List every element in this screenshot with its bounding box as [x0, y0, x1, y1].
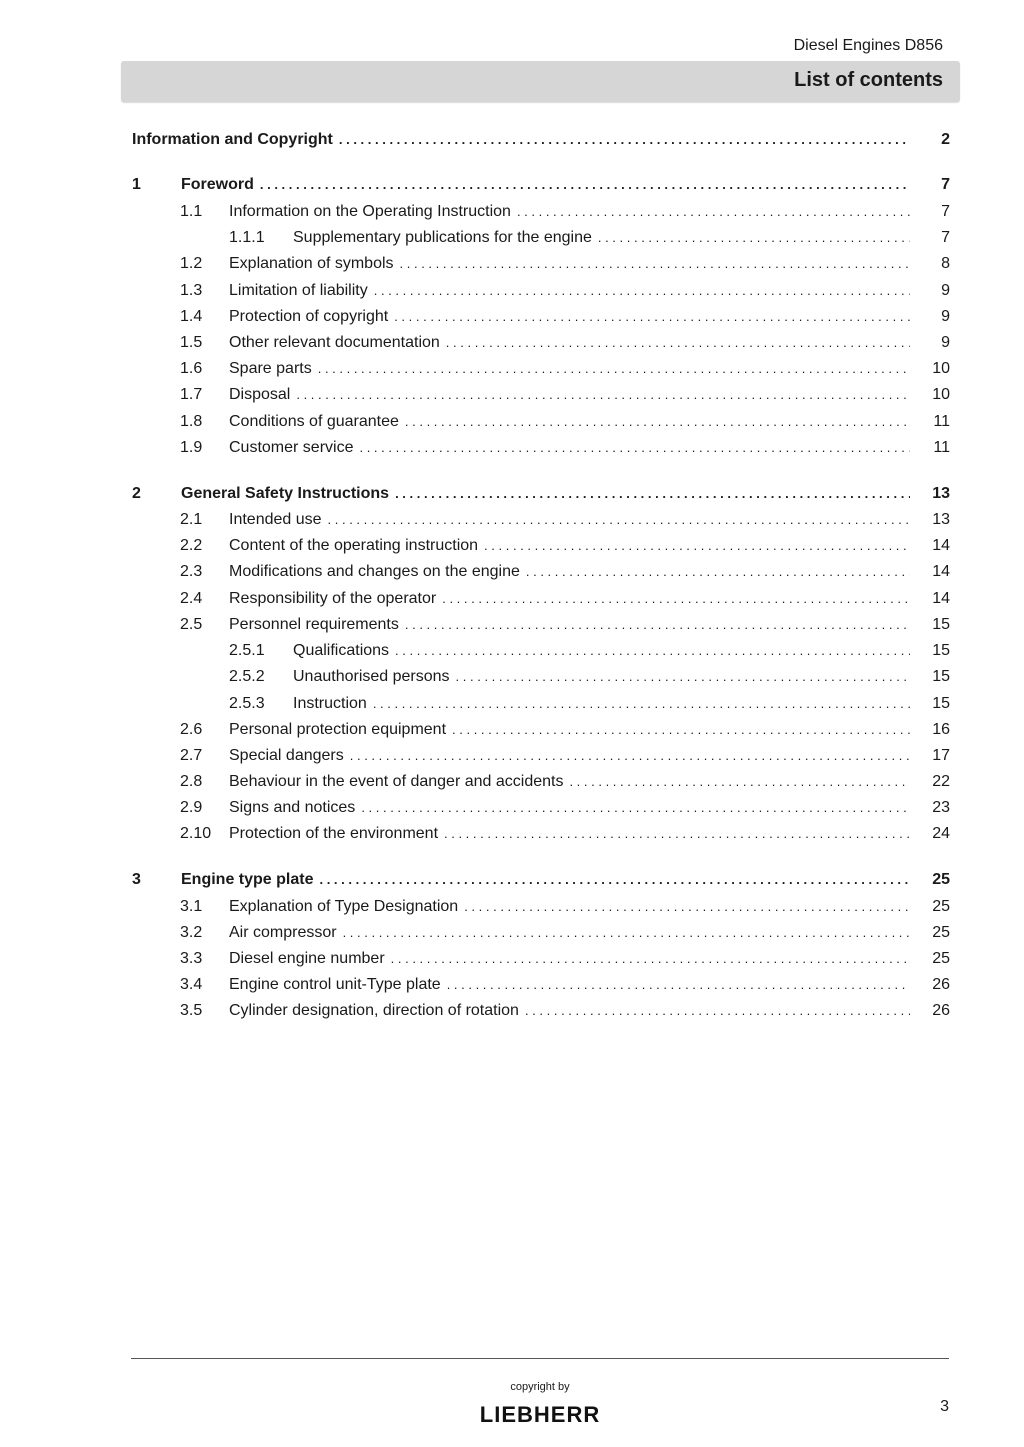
toc-entry-page: 25	[932, 924, 950, 941]
toc-entry-number: 2.6	[180, 721, 203, 738]
toc-entry-number: 1.5	[180, 334, 203, 351]
toc-entry-page: 26	[932, 976, 950, 993]
toc-entry[interactable]	[132, 665, 950, 689]
toc-chapter-entry[interactable]	[132, 868, 950, 892]
toc-entry-page: 15	[932, 668, 950, 685]
toc-entry-number: 3	[132, 871, 141, 888]
toc-entry[interactable]	[132, 947, 950, 971]
toc-entry-title: Intended use	[229, 511, 322, 528]
toc-entry-title: Information and Copyright	[132, 131, 333, 148]
toc-dot-leader	[350, 744, 910, 768]
toc-entry-page: 25	[932, 871, 950, 888]
toc-entry-title: Limitation of liability	[229, 282, 368, 299]
toc-entry[interactable]	[132, 895, 950, 919]
toc-entry-page: 22	[932, 773, 950, 790]
section-title: List of contents	[794, 69, 943, 91]
toc-entry-number: 3.5	[180, 1002, 203, 1019]
toc-entry[interactable]	[132, 796, 950, 820]
toc-dot-leader	[464, 895, 910, 919]
toc-entry-number: 2.5	[180, 616, 203, 633]
section-header-bar	[121, 61, 960, 102]
toc-entry-page: 2	[941, 131, 950, 148]
toc-entry-number: 2.5.3	[229, 695, 265, 712]
toc-entry[interactable]	[132, 436, 950, 460]
liebherr-logo	[460, 1403, 620, 1425]
toc-entry-number: 1.4	[180, 308, 203, 325]
toc-chapter-entry[interactable]	[132, 482, 950, 506]
toc-entry-number: 2.4	[180, 590, 203, 607]
toc-entry[interactable]	[132, 973, 950, 997]
toc-entry-number: 1.1	[180, 203, 203, 220]
toc-entry-title: General Safety Instructions	[181, 485, 390, 502]
toc-entry[interactable]	[132, 822, 950, 846]
toc-entry-title: Information on the Operating Instruction	[229, 203, 511, 220]
toc-entry-page: 14	[932, 537, 950, 554]
toc-entry-page: 14	[932, 590, 950, 607]
toc-entry-number: 2.7	[180, 747, 203, 764]
toc-dot-leader	[296, 383, 910, 407]
toc-dot-leader	[405, 410, 910, 434]
toc-entry-title: Foreword	[181, 176, 254, 193]
toc-entry[interactable]	[132, 999, 950, 1023]
toc-dot-leader	[374, 279, 910, 303]
toc-entry-number: 1.8	[180, 413, 203, 430]
toc-dot-leader	[484, 534, 910, 558]
toc-entry-number: 2	[132, 485, 141, 502]
toc-dot-leader	[405, 613, 910, 637]
toc-entry-title: Behaviour in the event of danger and accidents	[229, 773, 564, 790]
toc-entry-title: Personal protection equipment	[229, 721, 447, 738]
toc-entry[interactable]	[132, 692, 950, 716]
toc-entry-number: 3.3	[180, 950, 203, 967]
toc-entry-page: 10	[932, 360, 950, 377]
toc-entry-title: Air compressor	[229, 924, 337, 941]
toc-dot-leader	[343, 921, 910, 945]
logo-text: LIEBHERR	[479, 1403, 601, 1425]
toc-entry-page: 15	[932, 695, 950, 712]
page-number: 3	[940, 1398, 949, 1415]
toc-entry[interactable]	[132, 226, 950, 250]
toc-entry-title: Other relevant documentation	[229, 334, 440, 351]
toc-entry-title: Explanation of symbols	[229, 255, 394, 272]
toc-entry-number: 3.4	[180, 976, 203, 993]
toc-entry-title: Explanation of Type Designation	[229, 898, 459, 915]
toc-dot-leader	[373, 692, 910, 716]
toc-entry-page: 15	[932, 642, 950, 659]
footer-divider	[131, 1358, 949, 1359]
toc-dot-leader	[526, 560, 910, 584]
toc-entry-page: 16	[932, 721, 950, 738]
toc-dot-leader	[391, 947, 910, 971]
toc-entry[interactable]	[132, 770, 950, 794]
toc-entry-page: 9	[941, 308, 950, 325]
toc-dot-leader	[395, 482, 910, 506]
toc-entry-page: 7	[941, 229, 950, 246]
toc-entry[interactable]	[132, 279, 950, 303]
toc-entry-title: Supplementary publications for the engine	[293, 229, 592, 246]
toc-dot-leader	[361, 796, 910, 820]
toc-chapter-entry[interactable]	[132, 128, 950, 152]
toc-entry-title: Content of the operating instruction	[229, 537, 479, 554]
toc-entry[interactable]	[132, 718, 950, 742]
toc-chapter-entry[interactable]	[132, 173, 950, 197]
toc-entry[interactable]	[132, 410, 950, 434]
toc-entry-number: 2.9	[180, 799, 203, 816]
toc-entry-title: Disposal	[229, 386, 291, 403]
toc-entry-page: 17	[932, 747, 950, 764]
toc-entry-title: Conditions of guarantee	[229, 413, 399, 430]
toc-dot-leader	[260, 173, 910, 197]
toc-entry[interactable]	[132, 252, 950, 276]
toc-entry-title: Special dangers	[229, 747, 344, 764]
toc-entry-title: Diesel engine number	[229, 950, 385, 967]
toc-entry-number: 1.2	[180, 255, 203, 272]
toc-entry-page: 26	[932, 1002, 950, 1019]
toc-dot-leader	[359, 436, 910, 460]
toc-entry-page: 7	[941, 176, 950, 193]
toc-entry[interactable]	[132, 639, 950, 663]
toc-entry-title: Signs and notices	[229, 799, 356, 816]
toc-dot-leader	[446, 331, 910, 355]
toc-entry-number: 2.3	[180, 563, 203, 580]
toc-entry-number: 3.1	[180, 898, 203, 915]
toc-entry-title: Modifications and changes on the engine	[229, 563, 520, 580]
toc-dot-leader	[569, 770, 910, 794]
document-title: Diesel Engines D856	[793, 37, 943, 54]
toc-entry-number: 2.5.2	[229, 668, 265, 685]
toc-entry-page: 10	[932, 386, 950, 403]
toc-entry-page: 25	[932, 898, 950, 915]
toc-dot-leader	[598, 226, 910, 250]
toc-entry-number: 1.6	[180, 360, 203, 377]
toc-entry-title: Customer service	[229, 439, 354, 456]
toc-entry-page: 13	[932, 511, 950, 528]
toc-entry-number: 3.2	[180, 924, 203, 941]
toc-entry-number: 2.5.1	[229, 642, 265, 659]
toc-entry-title: Engine type plate	[181, 871, 314, 888]
toc-entry-page: 24	[932, 825, 950, 842]
toc-entry-title: Unauthorised persons	[293, 668, 450, 685]
toc-entry-page: 9	[941, 334, 950, 351]
toc-entry-number: 2.1	[180, 511, 203, 528]
toc-entry-page: 8	[941, 255, 950, 272]
toc-dot-leader	[394, 305, 910, 329]
toc-dot-leader	[319, 868, 910, 892]
toc-entry[interactable]	[132, 744, 950, 768]
toc-entry-title: Protection of copyright	[229, 308, 389, 325]
toc-entry[interactable]	[132, 357, 950, 381]
toc-entry-number: 1	[132, 176, 141, 193]
toc-entry[interactable]	[132, 613, 950, 637]
toc-entry-title: Protection of the environment	[229, 825, 439, 842]
toc-entry-page: 14	[932, 563, 950, 580]
toc-entry-number: 1.7	[180, 386, 203, 403]
toc-entry-page: 9	[941, 282, 950, 299]
toc-entry-number: 2.2	[180, 537, 203, 554]
toc-entry[interactable]	[132, 587, 950, 611]
toc-entry-number: 1.3	[180, 282, 203, 299]
toc-entry-number: 1.9	[180, 439, 203, 456]
toc-entry-page: 13	[932, 485, 950, 502]
toc-entry-page: 23	[932, 799, 950, 816]
copyright-label: copyright by	[510, 1381, 570, 1393]
toc-entry-page: 11	[933, 413, 950, 430]
toc-dot-leader	[400, 252, 910, 276]
toc-entry-title: Cylinder designation, direction of rotation	[229, 1002, 519, 1019]
toc-entry-page: 7	[941, 203, 950, 220]
toc-entry-title: Engine control unit-Type plate	[229, 976, 441, 993]
toc-entry-title: Instruction	[293, 695, 367, 712]
toc-dot-leader	[395, 639, 910, 663]
toc-dot-leader	[444, 822, 910, 846]
toc-entry[interactable]	[132, 508, 950, 532]
toc-entry-number: 1.1.1	[229, 229, 265, 246]
toc-entry[interactable]	[132, 560, 950, 584]
toc-dot-leader	[517, 200, 910, 224]
toc-dot-leader	[447, 973, 910, 997]
toc-entry[interactable]	[132, 331, 950, 355]
toc-dot-leader	[525, 999, 910, 1023]
toc-entry-title: Responsibility of the operator	[229, 590, 437, 607]
toc-dot-leader	[318, 357, 910, 381]
toc-entry-title: Spare parts	[229, 360, 312, 377]
toc-entry[interactable]	[132, 534, 950, 558]
toc-entry-number: 2.8	[180, 773, 203, 790]
toc-entry[interactable]	[132, 200, 950, 224]
toc-dot-leader	[339, 128, 910, 152]
toc-dot-leader	[328, 508, 910, 532]
toc-entry-title: Qualifications	[293, 642, 390, 659]
toc-entry-number: 2.10	[180, 825, 212, 842]
toc-entry-page: 25	[932, 950, 950, 967]
toc-entry[interactable]	[132, 305, 950, 329]
toc-dot-leader	[456, 665, 910, 689]
toc-entry[interactable]	[132, 383, 950, 407]
toc-entry-title: Personnel requirements	[229, 616, 399, 633]
toc-entry[interactable]	[132, 921, 950, 945]
toc-dot-leader	[442, 587, 910, 611]
toc-entry-page: 11	[933, 439, 950, 456]
toc-dot-leader	[452, 718, 910, 742]
toc-entry-page: 15	[932, 616, 950, 633]
